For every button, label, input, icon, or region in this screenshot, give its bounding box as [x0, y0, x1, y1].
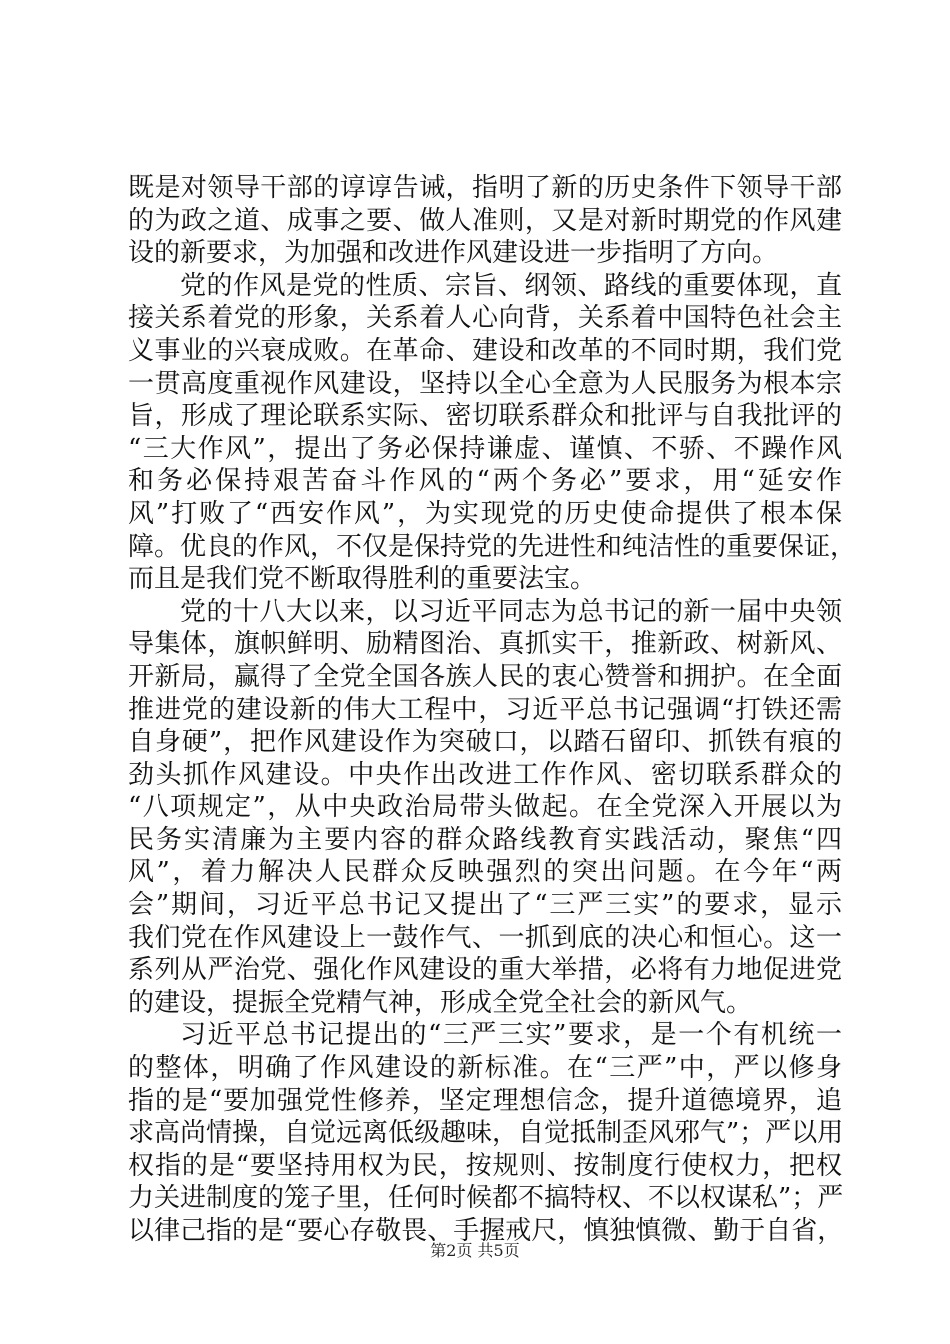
text-line: 的建设，提振全党精气神，形成全党全社会的新风气。 [128, 987, 753, 1018]
text-line: 和务必保持艰苦奋斗作风的“两个务必”要求，用“延安作 [128, 466, 842, 497]
text-line: 习近平总书记提出的“三严三实”要求，是一个有机统一 [180, 1020, 842, 1051]
text-line: 的整体，明确了作风建设的新标准。在“三严”中，严以修身 [128, 1053, 842, 1084]
text-line: 权指的是“要坚持用权为民，按规则、按制度行使权力，把权 [128, 1150, 842, 1181]
text-line: 设的新要求，为加强和改进作风建设进一步指明了方向。 [128, 238, 779, 269]
text-line: 系列从严治党、强化作风建设的重大举措，必将有力地促进党 [128, 955, 842, 986]
text-line: 求高尚情操，自觉远离低级趣味，自觉抵制歪风邪气”；严以用 [128, 1118, 844, 1149]
text-line: 我们党在作风建设上一鼓作气、一抓到底的决心和恒心。这一 [128, 922, 842, 953]
page-number-footer: 第2页 共5页 [430, 1241, 520, 1260]
text-line: 开新局，赢得了全党全国各族人民的衷心赞誉和拥护。在全面 [128, 661, 842, 692]
text-line: 党的作风是党的性质、宗旨、纲领、路线的重要体现，直 [180, 270, 842, 301]
text-line: 推进党的建设新的伟大工程中，习近平总书记强调“打铁还需 [128, 694, 842, 725]
text-line: 义事业的兴衰成败。在革命、建设和改革的不同时期，我们党 [128, 335, 842, 366]
text-line: 风”打败了“西安作风”，为实现党的历史使命提供了根本保 [128, 498, 842, 529]
body-text [128, 172, 857, 1248]
text-line: 旨，形成了理论联系实际、密切联系群众和批评与自我批评的 [128, 401, 842, 432]
text-line: 风”，着力解决人民群众反映强烈的突出问题。在今年“两 [128, 857, 842, 888]
text-line: 力关进制度的笼子里，任何时候都不搞特权、不以权谋私”；严 [128, 1183, 844, 1214]
text-line: “八项规定”，从中央政治局带头做起。在全党深入开展以为 [128, 792, 842, 823]
text-line: 接关系着党的形象，关系着人心向背，关系着中国特色社会主 [128, 303, 842, 334]
text-line: “三大作风”，提出了务必保持谦虚、谨慎、不骄、不躁作风 [128, 433, 842, 464]
text-line: 导集体，旗帜鲜明、励精图治、真抓实干，推新政、树新风、 [128, 629, 842, 660]
text-line: 指的是“要加强党性修养，坚定理想信念，提升道德境界，追 [128, 1085, 842, 1116]
text-line: 劲头抓作风建设。中央作出改进工作作风、密切联系群众的 [128, 759, 842, 790]
text-line: 障。优良的作风，不仅是保持党的先进性和纯洁性的重要保证， [128, 531, 857, 562]
text-line: 以律己指的是“要心存敬畏、手握戒尺，慎独慎微、勤于自省， [128, 1216, 844, 1246]
text-line: 的为政之道、成事之要、做人准则，又是对新时期党的作风建 [128, 205, 842, 236]
text-line: 民务实清廉为主要内容的群众路线教育实践活动，聚焦“四 [128, 824, 842, 855]
text-line: 会”期间，习近平总书记又提出了“三严三实”的要求，显示 [128, 890, 842, 921]
text-line: 既是对领导干部的谆谆告诫，指明了新的历史条件下领导干部 [128, 173, 842, 203]
text-line: 自身硬”，把作风建设作为突破口，以踏石留印、抓铁有痕的 [128, 727, 842, 758]
text-line: 一贯高度重视作风建设，坚持以全心全意为人民服务为根本宗 [128, 368, 842, 399]
text-line: 而且是我们党不断取得胜利的重要法宝。 [128, 564, 597, 595]
text-line: 党的十八大以来，以习近平同志为总书记的新一届中央领 [180, 596, 842, 627]
